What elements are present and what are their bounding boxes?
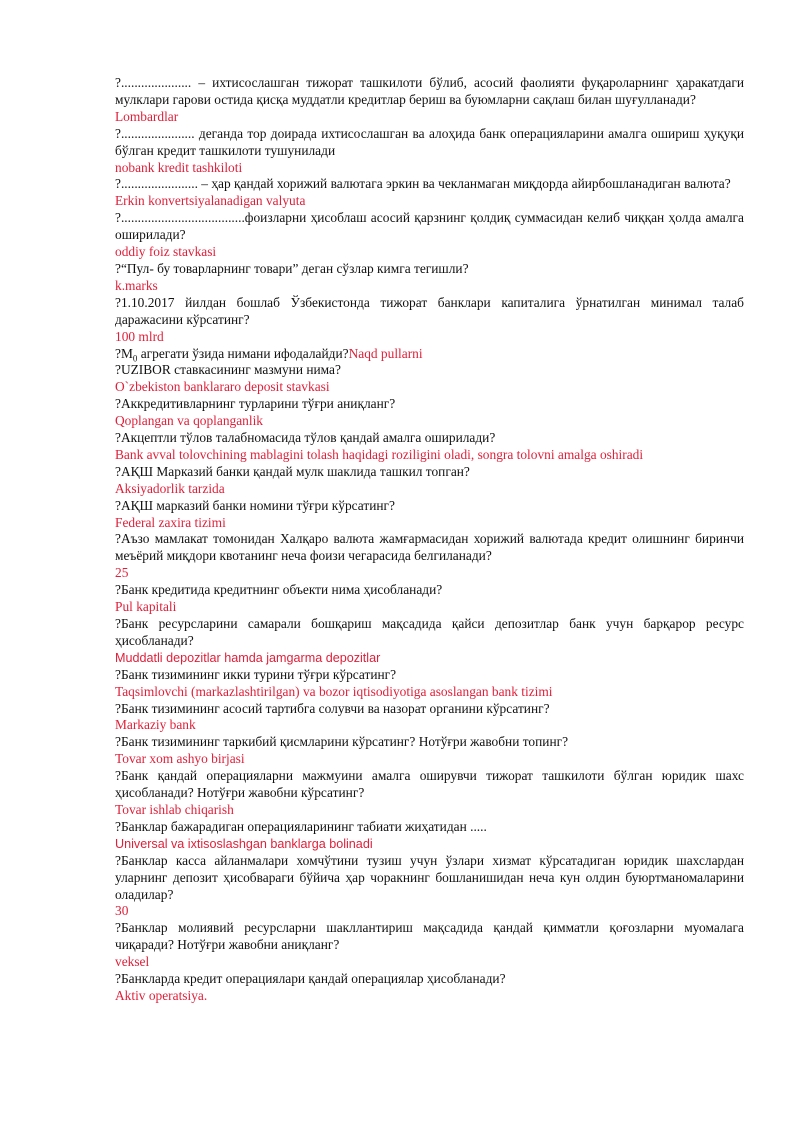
answer-text: k.marks [115,277,158,293]
answer-text: Bank avval tolovchining mablagini tolash haqidagi roziligini oladi, songra tolovni amalga oshiradi [115,446,644,462]
question-text: ?...................... деганда тор доирада ихтисослашган ва алоҳида банк операцияларини амалга ошириш ҳуқуқи бўлган кредит ташкилоти тушунилади [115,125,744,158]
qa-item [115,295,744,346]
question-text: ?Банк кредитида кредитнинг объекти нима ҳисобланади? [115,582,443,598]
qa-item [115,464,744,498]
answer-text: nobank kredit tashkiloti [115,159,243,175]
qa-item [115,734,744,768]
answer-text: Markaziy bank [115,717,196,733]
answer-text: 100 mlrd [115,328,164,344]
subscript: 0 [132,353,138,364]
qa-item [115,768,744,819]
question-text: ?Банк ресурсларини самарали бошқариш мақсадида қайси депозитлар банк учун барқарор ресурс ҳисобланади? [115,616,744,648]
answer-text: oddiy foiz stavkasi [115,244,217,260]
question-text: ?Банклар бажарадиган операцияларининг табиати жиҳатидан ..... [115,818,487,834]
qa-item [115,582,744,616]
question-text [115,346,744,363]
question-text: ?АҚШ марказий банки номини тўғри кўрсатинг? [115,497,395,513]
question-text: ?Банклар касса айланмалари хомчўтини тузиш учун ўзлари хизмат кўрсатадиган юридик шахслардан уларнинг депозит ҳисобвараги бўйича ҳар чоракнинг бошланишидан неча кун олдин буюртманомаларини оладилар? [115,852,744,902]
question-text: ?..................... – ихтисослашган тижорат ташкилоти бўлиб, асосий фаолияти фуқароларнинг ҳаракатдаги мулклари гарови остида қисқа муддатли кредитлар бериш ва буюмларни сақлаш билан шуғулланади? [115,75,744,107]
answer-text: Tovar ishlab chiqarish [115,801,234,817]
qa-item [115,531,744,582]
answer-text: O`zbekiston banklararo deposit stavkasi [115,379,330,395]
question-text: ?“Пул- бу товарларнинг товари” деган сўзлар кимга тегишли? [115,260,469,276]
answer-text: Universal va ixtisoslashgan banklarga bolinadi [115,836,373,851]
answer-text: veksel [115,954,150,970]
answer-text: Qoplangan va qoplanganlik [115,413,264,429]
question-text: ?Акцептли тўлов талабномасида тўлов қандай амалга оширилади? [115,430,496,446]
qa-item [115,362,744,396]
question-text: ?Банк тизимининг таркибий қисмларини кўрсатинг? Нотўғри жавобни топинг? [115,734,569,750]
question-text: ?Банк тизимининг асосий тартибга солувчи ва назорат органини кўрсатинг? [115,700,550,716]
answer-text: Aktiv operatsiya. [115,987,208,1003]
qa-item [115,396,744,430]
qa-item [115,210,744,261]
qa-item [115,261,744,295]
question-text: ?Банкларда кредит операциялари қандай операциялар ҳисобланади? [115,971,506,987]
question-text: ?UZIBOR ставкасининг мазмуни нима? [115,362,341,378]
answer-text: Tovar xom ashyo birjasi [115,751,245,767]
question-prefix: ?М [115,345,133,361]
answer-text: Aksiyadorlik tarzida [115,480,225,496]
question-text: ?1.10.2017 йилдан бошлаб Ўзбекистонда тижорат банклари капиталига ўрнатилган минимал талаб даражасини кўрсатинг? [115,294,744,327]
qa-item [115,853,744,921]
qa-item [115,667,744,701]
qa-item [115,616,744,667]
question-text: ?....................... – ҳар қандай хорижий валютага эркин ва чекланмаган миқдорда айирбошланадиган валюта? [115,176,731,192]
question-text: ?Банк тизимининг икки турини тўғри кўрсатинг? [115,666,397,682]
qa-item [115,75,744,126]
qa-item [115,819,744,853]
qa-item [115,346,744,363]
answer-text: Lombardlar [115,108,179,124]
answer-text: Muddatli depozitlar hamda jamgarma depozitlar [115,650,381,665]
qa-item [115,920,744,971]
answer-text: 30 [115,903,129,919]
answer-text: Erkin konvertsiyalanadigan valyuta [115,193,306,209]
qa-item [115,701,744,735]
question-text: ?АҚШ Марказий банки қандай мулк шаклида ташкил топган? [115,463,470,479]
qa-item [115,126,744,177]
question-suffix: агрегати ўзида нимани ифодалайди? [137,345,349,361]
qa-item [115,971,744,1005]
question-text: ?Банк қандай операцияларни мажмуини амалга оширувчи тижорат ташкилоти бўлган юридик шахс ҳисобланади? Нотўғри жавобни кўрсатинг? [115,768,744,801]
question-text: ?Аккредитивларнинг турларини тўғри аниқланг? [115,396,396,412]
answer-text: Federal zaxira tizimi [115,514,226,530]
answer-text: 25 [115,565,129,581]
question-text: ?Аъзо мамлакат томонидан Халқаро валюта жамғармасидан хорижий валютада кредит олишнинг биринчи меъёрий миқдори квотанинг неча фоизи чегарасида белгиланади? [115,531,744,564]
answer-text: Naqd pullarni [348,345,423,361]
qa-item [115,176,744,210]
question-text: ?.....................................фоизларни ҳисоблаш асосий қарзнинг қолдиқ суммасидан келиб чиққан ҳолда амалга оширилади? [115,210,744,243]
answer-text: Taqsimlovchi (markazlashtirilgan) va bozor iqtisodiyotiga asoslangan bank tizimi [115,683,553,699]
qa-item [115,498,744,532]
question-text: ?Банклар молиявий ресурсларни шакллантириш мақсадида қандай қимматли қоғозларни муомалага чиқаради? Нотўғри жавобни аниқланг? [115,920,744,953]
answer-text: Pul kapitali [115,599,177,615]
qa-item [115,430,744,464]
